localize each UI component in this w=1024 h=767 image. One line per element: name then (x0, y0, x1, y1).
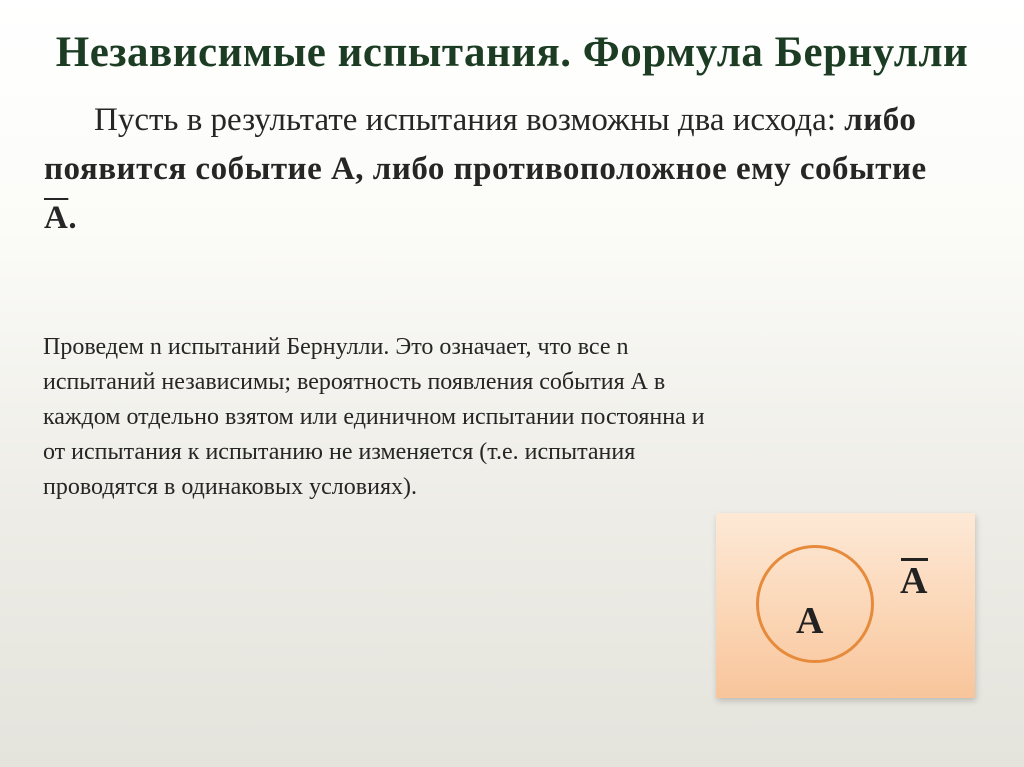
event-a-label: А (796, 600, 824, 642)
venn-diagram (716, 513, 975, 698)
complement-event-letter: А (44, 200, 69, 236)
intro-bold: либо появится событие А, либо противоположное ему событие (44, 102, 927, 187)
complement-a-label: А (900, 560, 928, 602)
slide-title: Независимые испытания. Формула Бернулли (55, 29, 969, 76)
intro-plain: Пусть в результате испытания возможны два исхода: (94, 102, 845, 138)
bernoulli-description: Проведем n испытаний Бернулли. Это означает, что все n испытаний независимы; вероятность появления события А в каждом отдельно взятом или единичном испытании постоянна и от испытания к испытанию не изменяется (т.е. испытания проводятся в одинаковых условиях). (43, 334, 705, 500)
intro-period: . (68, 200, 78, 236)
intro-text (44, 96, 944, 243)
